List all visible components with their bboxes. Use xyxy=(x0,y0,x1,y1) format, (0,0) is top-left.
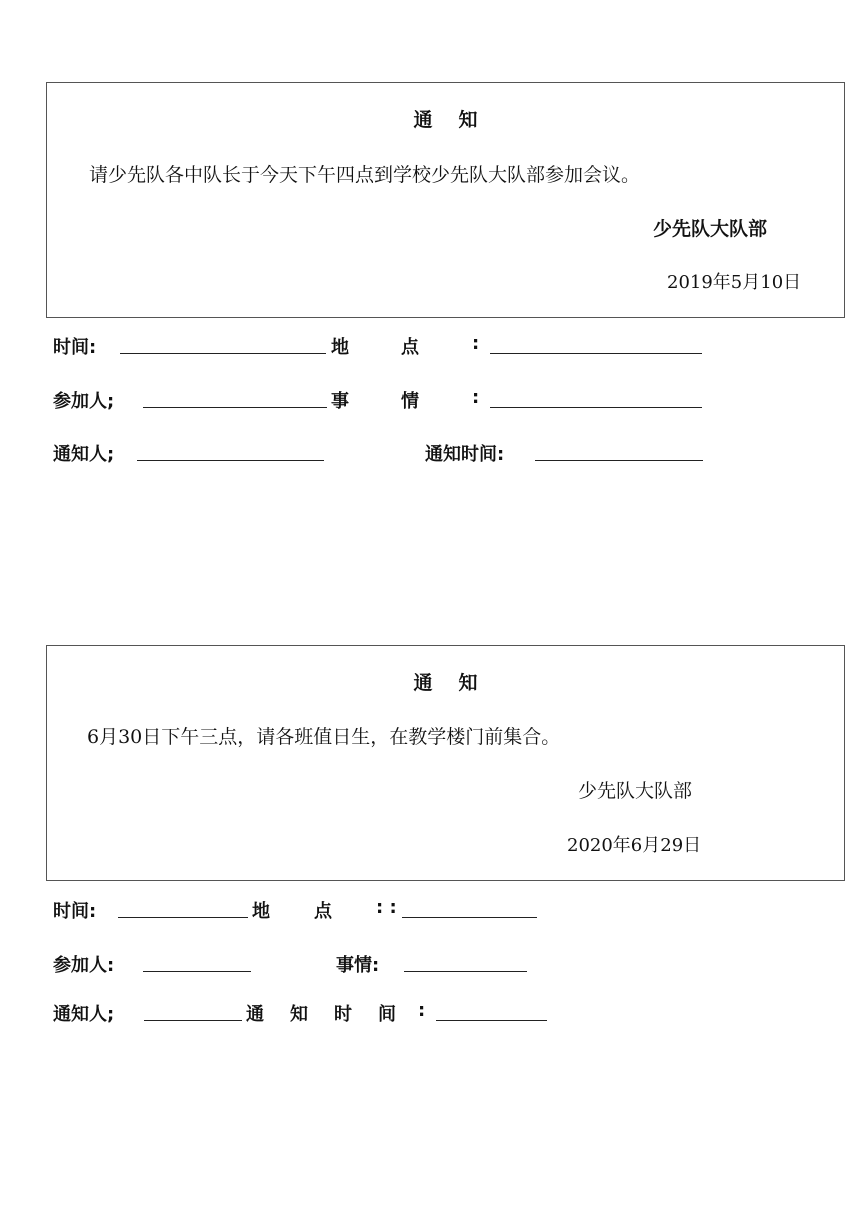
notice-2-title: 通 知 xyxy=(413,672,478,694)
notifier-blank[interactable] xyxy=(137,460,324,461)
notice-time-label: 通知时间: xyxy=(425,444,505,465)
time-blank[interactable] xyxy=(120,353,326,354)
notice-time-blank[interactable] xyxy=(535,460,703,461)
time-label: 时间: xyxy=(53,901,97,922)
notice-1-title: 通 知 xyxy=(413,109,478,131)
matter-label: 事情: xyxy=(336,955,380,976)
notice-time-a: 通 xyxy=(246,1004,264,1025)
notice-2-signature: 少先队大队部 xyxy=(578,780,693,802)
time-blank[interactable] xyxy=(118,917,248,918)
notifier-label: 通知人; xyxy=(53,1004,115,1025)
participants-blank[interactable] xyxy=(143,971,251,972)
place-colon: : : xyxy=(376,897,397,918)
notifier-label: 通知人; xyxy=(53,444,115,465)
notice-time-colon: : xyxy=(418,1000,426,1021)
time-label: 时间: xyxy=(53,337,97,358)
place-label-b: 点 xyxy=(401,337,419,358)
matter-blank[interactable] xyxy=(490,407,702,408)
participants-blank[interactable] xyxy=(143,407,327,408)
place-blank[interactable] xyxy=(402,917,537,918)
place-label-b: 点 xyxy=(314,901,332,922)
matter-label-a: 事 xyxy=(331,391,349,412)
notifier-blank[interactable] xyxy=(144,1020,242,1021)
notice-2-body: 6月30日下午三点，请各班值日生，在教学楼门前集合。 xyxy=(87,726,561,748)
notice-2-date: 2020年6月29日 xyxy=(567,835,702,856)
notice-time-d: 间 xyxy=(378,1004,396,1025)
notice-1 xyxy=(46,82,845,318)
matter-label-b: 情 xyxy=(401,391,419,412)
notice-1-body: 请少先队各中队长于今天下午四点到学校少先队大队部参加会议。 xyxy=(89,164,641,186)
notice-1-signature: 少先队大队部 xyxy=(653,218,768,240)
place-blank[interactable] xyxy=(490,353,702,354)
notice-time-b: 知 xyxy=(290,1004,308,1025)
notice-time-c: 时 xyxy=(334,1004,352,1025)
place-label-a: 地 xyxy=(252,901,270,922)
matter-blank[interactable] xyxy=(404,971,527,972)
participants-label: 参加人: xyxy=(53,955,115,976)
notice-1-date: 2019年5月10日 xyxy=(667,272,802,293)
place-colon: : xyxy=(472,333,480,354)
notice-2 xyxy=(46,645,845,881)
place-label-a: 地 xyxy=(331,337,349,358)
matter-colon: : xyxy=(472,387,480,408)
notice-time-blank[interactable] xyxy=(436,1020,547,1021)
participants-label: 参加人; xyxy=(53,391,115,412)
